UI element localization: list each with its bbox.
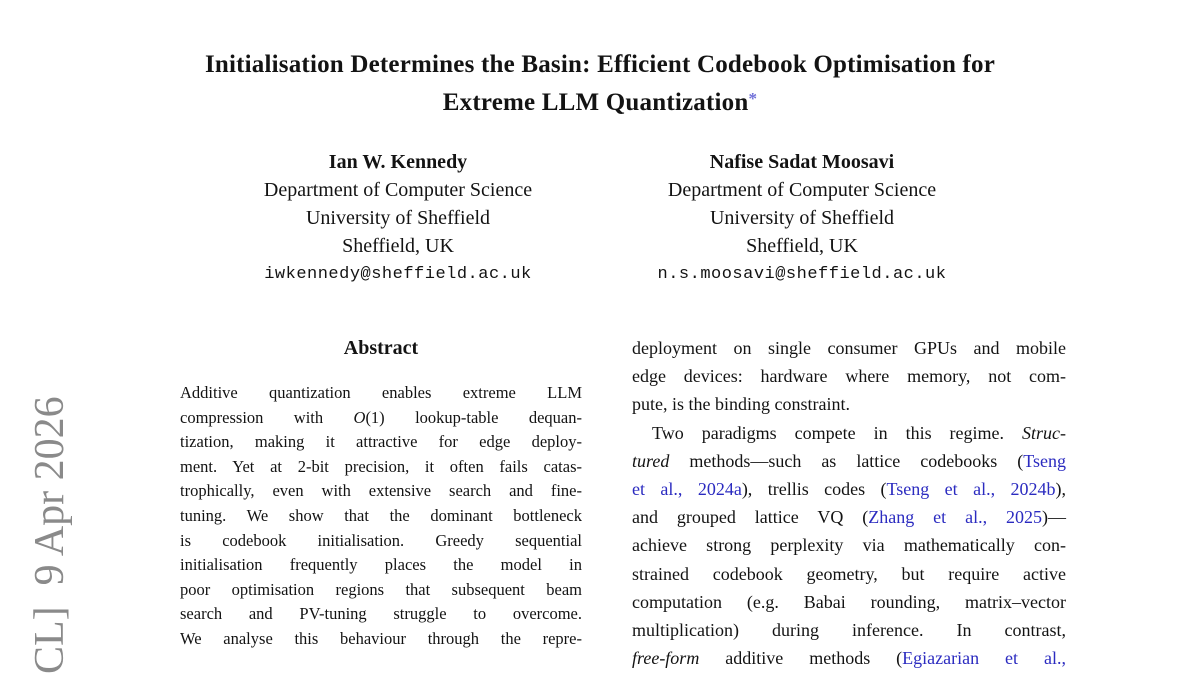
- abstract-section: [180, 336, 582, 652]
- author-block-2: [612, 148, 992, 289]
- citation-link-egiazarian[interactable]: Egiazarian et al.,: [902, 648, 1066, 669]
- abstract-heading: Abstract: [343, 337, 419, 359]
- author-department: Department of Computer Science: [667, 179, 937, 201]
- citation-link-tseng-2024b[interactable]: Tseng et al., 2024b: [886, 478, 1056, 499]
- abstract-line: poor optimisation regions that subsequent beam: [180, 579, 582, 599]
- paper-title: [0, 48, 1200, 120]
- body-line: et al., 2024a), trellis codes (Tseng et al., 2024b),: [632, 478, 1066, 499]
- author-email: n.s.moosavi@sheffield.ac.uk: [657, 265, 947, 284]
- author-city: Sheffield, UK: [746, 235, 858, 257]
- body-line: computation (e.g. Babai rounding, matrix–vector: [632, 591, 1066, 612]
- title-footnote-link[interactable]: *: [748, 89, 758, 108]
- body-column: [632, 334, 1066, 672]
- body-line: edge devices: hardware where memory, not com-: [632, 366, 1066, 387]
- author-name: Nafise Sadat Moosavi: [709, 151, 895, 173]
- author-department: Department of Computer Science: [263, 179, 533, 201]
- author-university: University of Sheffield: [709, 207, 895, 229]
- author-block-1: [208, 148, 588, 289]
- body-line: strained codebook geometry, but require active: [632, 563, 1066, 584]
- author-name: Ian W. Kennedy: [328, 151, 468, 173]
- body-line: achieve strong perplexity via mathematically con-: [632, 535, 1066, 556]
- abstract-line: is codebook initialisation. Greedy sequential: [180, 530, 582, 550]
- arxiv-watermark: CL] 9 Apr 2026: [27, 396, 73, 674]
- abstract-line: We analyse this behaviour through the repre-: [180, 628, 582, 648]
- body-line: Two paradigms compete in this regime. Struc-: [652, 422, 1066, 443]
- math-big-o: O: [353, 407, 366, 427]
- body-line: multiplication) during inference. In contrast,: [632, 619, 1066, 640]
- author-city: Sheffield, UK: [342, 235, 454, 257]
- citation-link-tseng-2024a[interactable]: Tseng: [1023, 450, 1066, 471]
- body-line: pute, is the binding constraint.: [632, 394, 850, 415]
- body-line: and grouped lattice VQ (Zhang et al., 2025)—: [632, 507, 1066, 528]
- abstract-line: compression with O(1) lookup-table dequan-: [180, 407, 582, 427]
- abstract-line: initialisation frequently places the model in: [180, 555, 582, 575]
- abstract-line: ment. Yet at 2-bit precision, it often fails catas-: [180, 456, 582, 476]
- abstract-line: Additive quantization enables extreme LLM: [180, 383, 582, 402]
- body-line: tured methods—such as lattice codebooks (Tseng: [632, 450, 1066, 471]
- abstract-line: tization, making it attractive for edge deploy-: [180, 432, 582, 452]
- author-university: University of Sheffield: [305, 207, 491, 229]
- author-email: iwkennedy@sheffield.ac.uk: [264, 265, 532, 284]
- paper-title-line2: Extreme LLM Quantization*: [442, 89, 758, 116]
- abstract-line: trophically, even with extensive search and fine-: [180, 481, 582, 501]
- abstract-line: search and PV-tuning struggle to overcome.: [180, 604, 582, 624]
- citation-link-zhang-2025[interactable]: Zhang et al., 2025: [868, 507, 1042, 528]
- abstract-line: tuning. We show that the dominant bottleneck: [180, 505, 582, 525]
- body-line: free-form additive methods (Egiazarian et al.,: [632, 648, 1066, 669]
- paper-title-line1: Initialisation Determines the Basin: Efficient Codebook Optimisation for: [204, 51, 996, 78]
- body-line: deployment on single consumer GPUs and mobile: [632, 338, 1066, 358]
- citation-link-tseng-2024a[interactable]: et al., 2024a: [632, 478, 742, 499]
